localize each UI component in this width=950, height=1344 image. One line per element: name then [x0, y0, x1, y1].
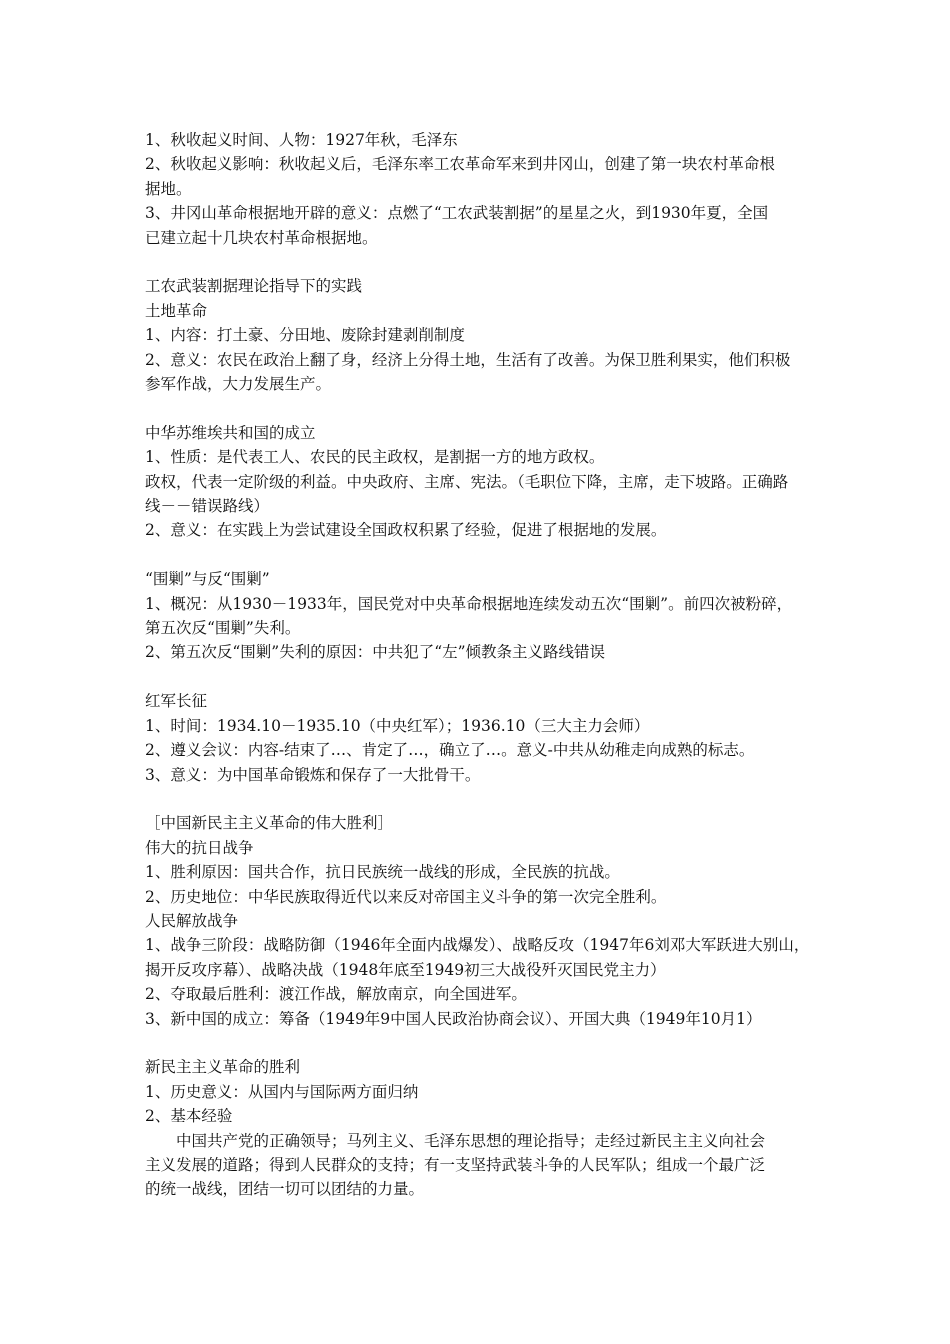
- text-line: 中华苏维埃共和国的成立: [145, 423, 316, 442]
- text-line: 2、意义：农民在政治上翻了身，经济上分得土地，生活有了改善。为保卫胜利果实，他们积极: [145, 350, 791, 369]
- text-line: 1、胜利原因：国共合作，抗日民族统一战线的形成，全民族的抗战。: [145, 863, 620, 882]
- text-line: 1、战争三阶段：战略防御（1946年全面内战爆发）、战略反攻（1947年6刘邓大军跃进大别山，: [145, 936, 810, 955]
- text-line: 1、时间：1934.10－1935.10（中央红军）；1936.10（三大主力会师）: [145, 716, 650, 735]
- text-line: 2、意义：在实践上为尝试建设全国政权积累了经验，促进了根据地的发展。: [145, 521, 667, 540]
- text-line: 1、概况：从1930－1933年，国民党对中央革命根据地连续发动五次“围剿”。前四次被粉碎，: [145, 594, 793, 613]
- document-section: [145, 1129, 817, 1202]
- text-line: 红军长征: [145, 692, 208, 711]
- document-section: [145, 811, 817, 1031]
- document-section: [145, 567, 817, 665]
- text-line: 的统一战线，团结一切可以团结的力量。: [145, 1180, 425, 1199]
- document-section: [145, 274, 817, 396]
- text-line: 人民解放战争: [145, 911, 239, 930]
- section-gap: [145, 787, 817, 811]
- text-line: 1、性质：是代表工人、农民的民主政权，是割据一方的地方政权。: [145, 448, 605, 467]
- text-line: 工农武装割据理论指导下的实践: [145, 277, 363, 296]
- text-line: 揭开反攻序幕）、战略决战（1948年底至1949初三大战役歼灭国民党主力）: [145, 960, 666, 979]
- document-section: [145, 128, 817, 250]
- text-line: 新民主主义革命的胜利: [145, 1058, 301, 1077]
- text-line: 1、内容：打土豪、分田地、废除封建剥削制度: [145, 326, 465, 345]
- section-gap: [145, 250, 817, 274]
- text-line: ［中国新民主主义革命的伟大胜利］: [145, 814, 394, 833]
- section-gap: [145, 665, 817, 689]
- text-line: 伟大的抗日战争: [145, 838, 254, 857]
- text-line: 2、第五次反“围剿”失利的原因：中共犯了“左”倾教条主义路线错误: [145, 643, 606, 662]
- text-line: 政权，代表一定阶级的利益。中央政府、主席、宪法。（毛职位下降，主席，走下坡路。正确路: [145, 472, 789, 491]
- text-line: 2、遵义会议：内容-结束了…、肯定了…，确立了…。意义-中共从幼稚走向成熟的标志。: [145, 741, 755, 760]
- document-section: [145, 689, 817, 787]
- text-line: 2、夺取最后胜利：渡江作战，解放南京，向全国进军。: [145, 985, 527, 1004]
- text-line: 3、井冈山革命根据地开辟的意义：点燃了“工农武装割据”的星星之火，到1930年夏，全国: [145, 204, 769, 223]
- text-line: 线－－错误路线）: [145, 497, 270, 516]
- text-line: 第五次反“围剿”失利。: [145, 619, 301, 638]
- text-line: 土地革命: [145, 301, 208, 320]
- text-line: 已建立起十几块农村革命根据地。: [145, 228, 378, 247]
- text-line: 1、秋收起义时间、人物：1927年秋，毛泽东: [145, 131, 458, 149]
- document-section: [145, 1055, 817, 1128]
- text-line: 1、历史意义：从国内与国际两方面归纳: [145, 1082, 419, 1101]
- text-line: 主义发展的道路；得到人民群众的支持；有一支坚持武装斗争的人民军队；组成一个最广泛: [145, 1155, 766, 1174]
- text-line: 2、历史地位：中华民族取得近代以来反对帝国主义斗争的第一次完全胜利。: [145, 887, 667, 906]
- text-line: 据地。: [145, 179, 192, 198]
- text-line: 中国共产党的正确领导；马列主义、毛泽东思想的理论指导；走经过新民主主义向社会: [176, 1131, 766, 1150]
- text-line: 参军作战，大力发展生产。: [145, 375, 332, 394]
- text-line: 3、意义：为中国革命锻炼和保存了一大批骨干。: [145, 765, 481, 784]
- text-line: “围剿”与反“围剿”: [145, 570, 270, 589]
- text-line: 2、基本经验: [145, 1107, 233, 1126]
- section-gap: [145, 396, 817, 420]
- section-gap: [145, 1031, 817, 1055]
- text-line: 2、秋收起义影响：秋收起义后，毛泽东率工农革命军来到井冈山，创建了第一块农村革命根: [145, 155, 775, 174]
- document-page: [145, 128, 817, 1202]
- text-line: 3、新中国的成立：筹备（1949年9中国人民政治协商会议）、开国大典（1949年10月1）: [145, 1009, 762, 1028]
- section-gap: [145, 543, 817, 567]
- document-section: [145, 421, 817, 543]
